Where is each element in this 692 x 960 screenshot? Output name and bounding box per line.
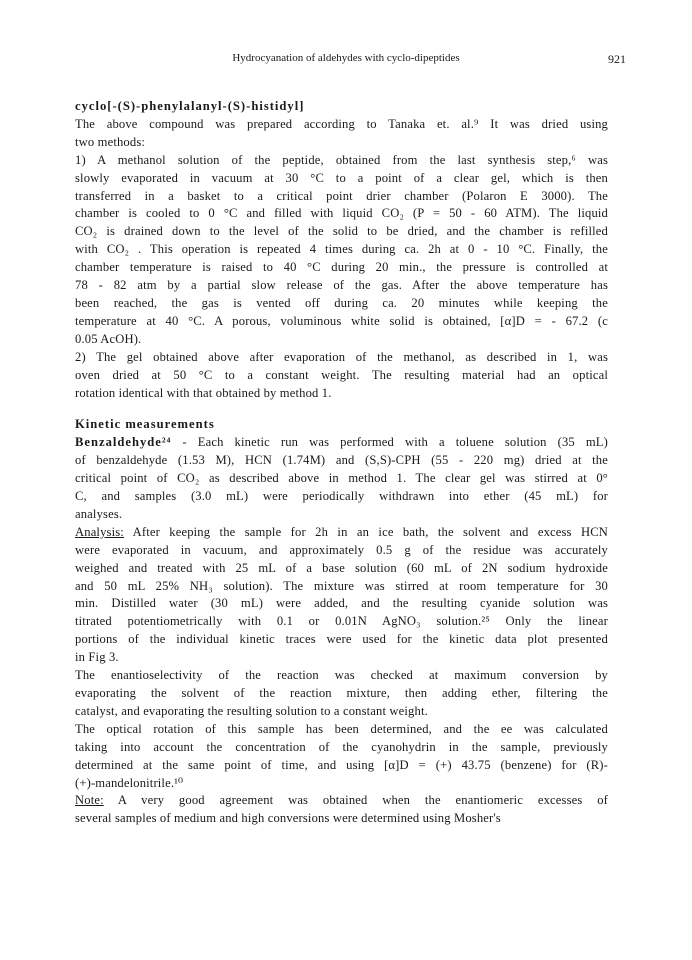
- text-line: titrated potentiometrically with 0.1 or 0.01N AgNO₃ solution.²⁵ Only the linear: [75, 614, 608, 629]
- running-title: Hydrocyanation of aldehydes with cyclo-dipeptides: [232, 52, 460, 64]
- text-line: C, and samples (3.0 mL) were periodically withdrawn into ether (45 mL) for: [75, 489, 608, 504]
- text-line: rotation identical with that obtained by method 1.: [75, 385, 332, 400]
- text-line: determined at the same point of time, and using [α]D = (+) 43.75 (benzene) for (R)-: [75, 757, 608, 772]
- text-line: weighed and treated with 25 mL of a base solution (60 mL of 2N sodium hydroxide: [75, 560, 608, 575]
- text-line: transferred in a basket to a critical point drier chamber (Polaron E 3000). The: [75, 188, 608, 203]
- text-line: portions of the individual kinetic traces were used for the kinetic data plot presented: [75, 632, 608, 647]
- text-line: of benzaldehyde (1.53 M), HCN (1.74M) and (S,S)-CPH (55 - 220 mg) dried at the: [75, 453, 608, 468]
- text-line: chamber is cooled to 0 °C and filled with liquid CO₂ (P = 50 - 60 ATM). The liquid: [75, 206, 608, 221]
- text-line: Benzaldehyde²⁴ - Each kinetic run was performed with a toluene solution (35 mL): [75, 435, 608, 450]
- kinetic-section: [75, 416, 608, 828]
- page-number: 921: [608, 52, 626, 66]
- text-line: slowly evaporated in vacuum at 30 °C to a point of a clear gel, which is then: [75, 170, 608, 185]
- text-line: 78 - 82 atm by a partial slow release of the gas. After the above temperature has: [75, 278, 608, 293]
- text-line: CO₂ is drained down to the level of the solid to be dried, and the chamber is refilled: [75, 224, 608, 239]
- text-line: min. Distilled water (30 mL) were added, and the resulting cyanide solution was: [75, 596, 608, 611]
- text-line: Kinetic measurements: [75, 417, 215, 432]
- text-line: Note: A very good agreement was obtained when the enantiomeric excesses of: [75, 793, 608, 808]
- text-line: and 50 mL 25% NH₃ solution). The mixture was stirred at room temperature for 30: [75, 578, 608, 593]
- text-line: analyses.: [75, 506, 123, 521]
- text-line: The above compound was prepared according to Tanaka et. al.⁹ It was dried using: [75, 116, 608, 131]
- text-line: cyclo[-(S)-phenylalanyl-(S)-histidyl]: [75, 99, 305, 113]
- text-line: in Fig 3.: [75, 650, 119, 665]
- compound-section: [75, 98, 608, 402]
- text-line: The optical rotation of this sample has been determined, and the ee was calculated: [75, 721, 608, 736]
- text-line: catalyst, and evaporating the resulting solution to a constant weight.: [75, 703, 428, 718]
- page-header: [0, 52, 692, 70]
- text-line: 0.05 AcOH).: [75, 331, 142, 346]
- text-line: were evaporated in vacuum, and approximately 0.5 g of the residue was accurately: [75, 542, 608, 557]
- text-line: evaporating the solvent of the reaction mixture, then adding ether, filtering the: [75, 686, 608, 700]
- text-line: (+)-mandelonitrile.¹⁰: [75, 775, 184, 790]
- text-line: critical point of CO₂ as described above in method 1. The clear gel was stirred at 0°: [75, 471, 608, 486]
- text-line: two methods:: [75, 134, 146, 149]
- text-line: temperature at 40 °C. A porous, voluminous white solid is obtained, [α]D = - 67.2 (c: [75, 313, 608, 328]
- text-line: with CO₂ . This operation is repeated 4 times during ca. 2h at 0 - 10 °C. Finally, the: [75, 242, 608, 257]
- text-line: several samples of medium and high conversions were determined using Mosher's: [75, 811, 501, 826]
- text-line: been reached, the gas is vented off during ca. 20 minutes while keeping the: [75, 295, 608, 310]
- page-body: [75, 98, 608, 828]
- text-line: 2) The gel obtained above after evaporation of the methanol, as described in 1, was: [75, 349, 608, 364]
- text-line: taking into account the concentration of the cyanohydrin in the sample, previously: [75, 739, 608, 754]
- text-line: oven dried at 50 °C to a constant weight. The resulting material had an optical: [75, 367, 608, 382]
- text-line: The enantioselectivity of the reaction was checked at maximum conversion by: [75, 668, 608, 683]
- text-line: chamber temperature is raised to 40 °C during 20 min., the pressure is controlled at: [75, 260, 608, 275]
- text-line: Analysis: After keeping the sample for 2h in an ice bath, the solvent and excess HCN: [75, 524, 608, 539]
- text-line: 1) A methanol solution of the peptide, obtained from the last synthesis step,⁶ was: [75, 152, 608, 167]
